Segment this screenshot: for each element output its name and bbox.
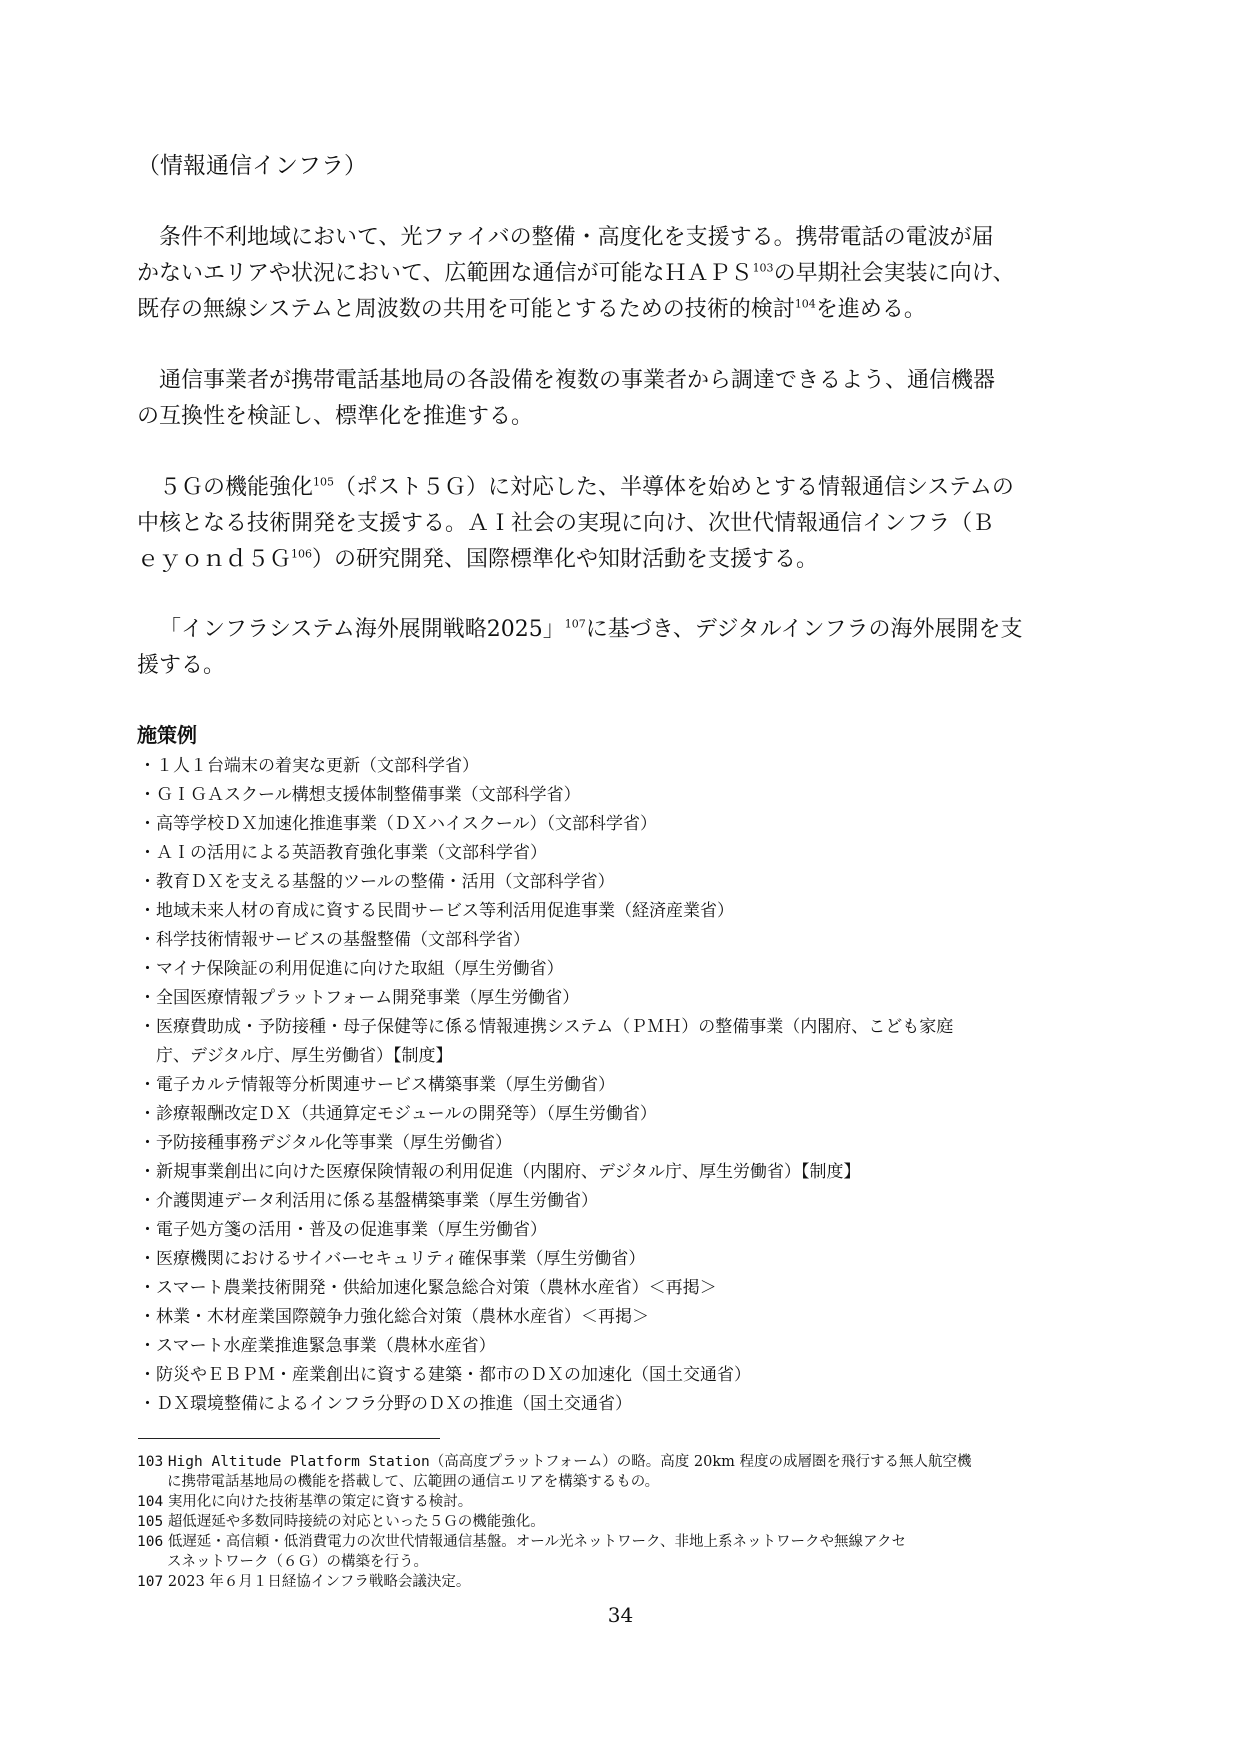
list-item: ・予防接種事務デジタル化等事業（厚生労働省） [139,1133,512,1153]
list-item: ・高等学校ＤＸ加速化推進事業（ＤＸハイスクール）（文部科学省） [139,814,657,834]
paragraph-line: 既存の無線システムと周波数の共用を可能とするための技術的検討$^{104}$を進める。 [137,297,926,322]
footnote-divider [138,1438,440,1439]
paragraph-5g [137,470,1112,578]
list-item: ・地域未来人材の育成に資する民間サービス等利活用促進事業（経済産業省） [139,901,734,921]
list-item: ・医療機関におけるサイバーセキュリティ確保事業（厚生労働省） [139,1249,646,1269]
list-item-continuation: 庁、デジタル庁、厚生労働省）【制度】 [156,1046,453,1066]
list-item: ・ＤＸ環境整備によるインフラ分野のＤＸの推進（国土交通省） [139,1394,632,1414]
list-item: ・１人１台端末の着実な更新（文部科学省） [139,756,479,776]
list-item: ・防災やＥＢＰＭ・産業創出に資する建築・都市のＤＸの加速化（国土交通省） [139,1365,751,1385]
list-item: ・スマート農業技術開発・供給加速化緊急総合対策（農林水産省）＜再掲＞ [139,1278,717,1298]
list-item: ・新規事業創出に向けた医療保険情報の利用促進（内閣府、デジタル庁、厚生労働省）【制度】 [139,1162,861,1182]
list-item: ・電子カルテ情報等分析関連サービス構築事業（厚生労働省） [139,1075,615,1095]
footnote-103-continuation: に携帯電話基地局の機能を搭載して、広範囲の通信エリアを構築するもの。 [167,1474,660,1490]
list-item: ・介護関連データ利活用に係る基盤構築事業（厚生労働省） [139,1191,598,1211]
paragraph-line: ｅｙｏｎｄ５Ｇ$^{106}$）の研究開発、国際標準化や知財活動を支援する。 [137,547,819,572]
footnote-106: 106 低遅延・高信頼・低消費電力の次世代情報通信基盤。オール光ネットワーク、非地上系ネットワークや無線アクセ [137,1534,907,1550]
paragraph-line: 条件不利地域において、光ファイバの整備・高度化を支援する。携帯電話の電波が届 [159,225,994,250]
list-item: ・医療費助成・予防接種・母子保健等に係る情報連携システム（ＰＭＨ）の整備事業（内閣府、こども家庭 [139,1017,954,1037]
footnote-106-continuation: スネットワーク（６Ｇ）の構築を行う。 [167,1554,428,1570]
paragraph-line: 通信事業者が携帯電話基地局の各設備を複数の事業者から調達できるよう、通信機器 [159,368,996,393]
list-item: ・全国医療情報プラットフォーム開発事業（厚生労働省） [139,988,580,1008]
paragraph-base-station [137,363,1112,435]
footnotes [137,1452,1112,1592]
paragraph-line: の互換性を検証し、標準化を推進する。 [137,404,534,429]
list-item: ・教育ＤＸを支える基盤的ツールの整備・活用（文部科学省） [139,872,615,892]
footnote-103: 103 High Altitude Platform Station（高高度プラットフォーム）の略。高度 20km 程度の成層圏を飛行する無人航空機 [137,1454,972,1470]
list-item: ・電子処方箋の活用・普及の促進事業（厚生労働省） [139,1220,547,1240]
paragraph-line: ５Ｇの機能強化$^{105}$（ポスト５Ｇ）に対応した、半導体を始めとする情報通信システムの [159,475,1014,500]
footnote-104: 104 実用化に向けた技術基準の策定に資する検討。 [137,1494,473,1510]
measures-title: 施策例 [137,723,197,747]
section-heading: （情報通信インフラ） [137,153,367,179]
list-item: ・スマート水産業推進緊急事業（農林水産省） [139,1336,496,1356]
paragraph-line: 中核となる技術開発を支援する。ＡＩ社会の実現に向け、次世代情報通信インフラ（Ｂ [137,511,995,536]
paragraph-line: 「インフラシステム海外展開戦略2025」$^{107}$に基づき、デジタルインフラの海外展開を支 [159,617,1023,642]
page-number: 34 [607,1603,634,1627]
list-item: ・マイナ保険証の利用促進に向けた取組（厚生労働省） [139,959,564,979]
measures-list [139,752,1114,1419]
paragraph-line: かないエリアや状況において、広範囲な通信が可能なＨＡＰＳ$^{103}$の早期社会実装に向け、 [137,261,1015,286]
footnote-ref: 107 [564,617,586,631]
list-item: ・ＡＩの活用による英語教育強化事業（文部科学省） [139,843,547,863]
paragraph-infra-strategy [137,612,1112,684]
footnote-107: 107 2023 年６月１日経協インフラ戦略会議決定。 [137,1574,471,1590]
list-item: ・科学技術情報サービスの基盤整備（文部科学省） [139,930,530,950]
list-item: ・林業・木材産業国際競争力強化総合対策（農林水産省）＜再掲＞ [139,1307,649,1327]
list-item: ・ＧＩＧＡスクール構想支援体制整備事業（文部科学省） [139,785,581,805]
footnote-ref: 104 [794,297,816,311]
list-item: ・診療報酬改定ＤＸ（共通算定モジュールの開発等）（厚生労働省） [139,1104,657,1124]
footnote-ref: 105 [313,475,335,489]
paragraph-line: 援する。 [137,653,226,678]
footnote-105: 105 超低遅延や多数同時接続の対応といった５Ｇの機能強化。 [137,1514,545,1530]
paragraph-fiber-haps [137,220,1112,328]
footnote-ref: 103 [752,261,774,275]
footnote-ref: 106 [291,547,313,561]
